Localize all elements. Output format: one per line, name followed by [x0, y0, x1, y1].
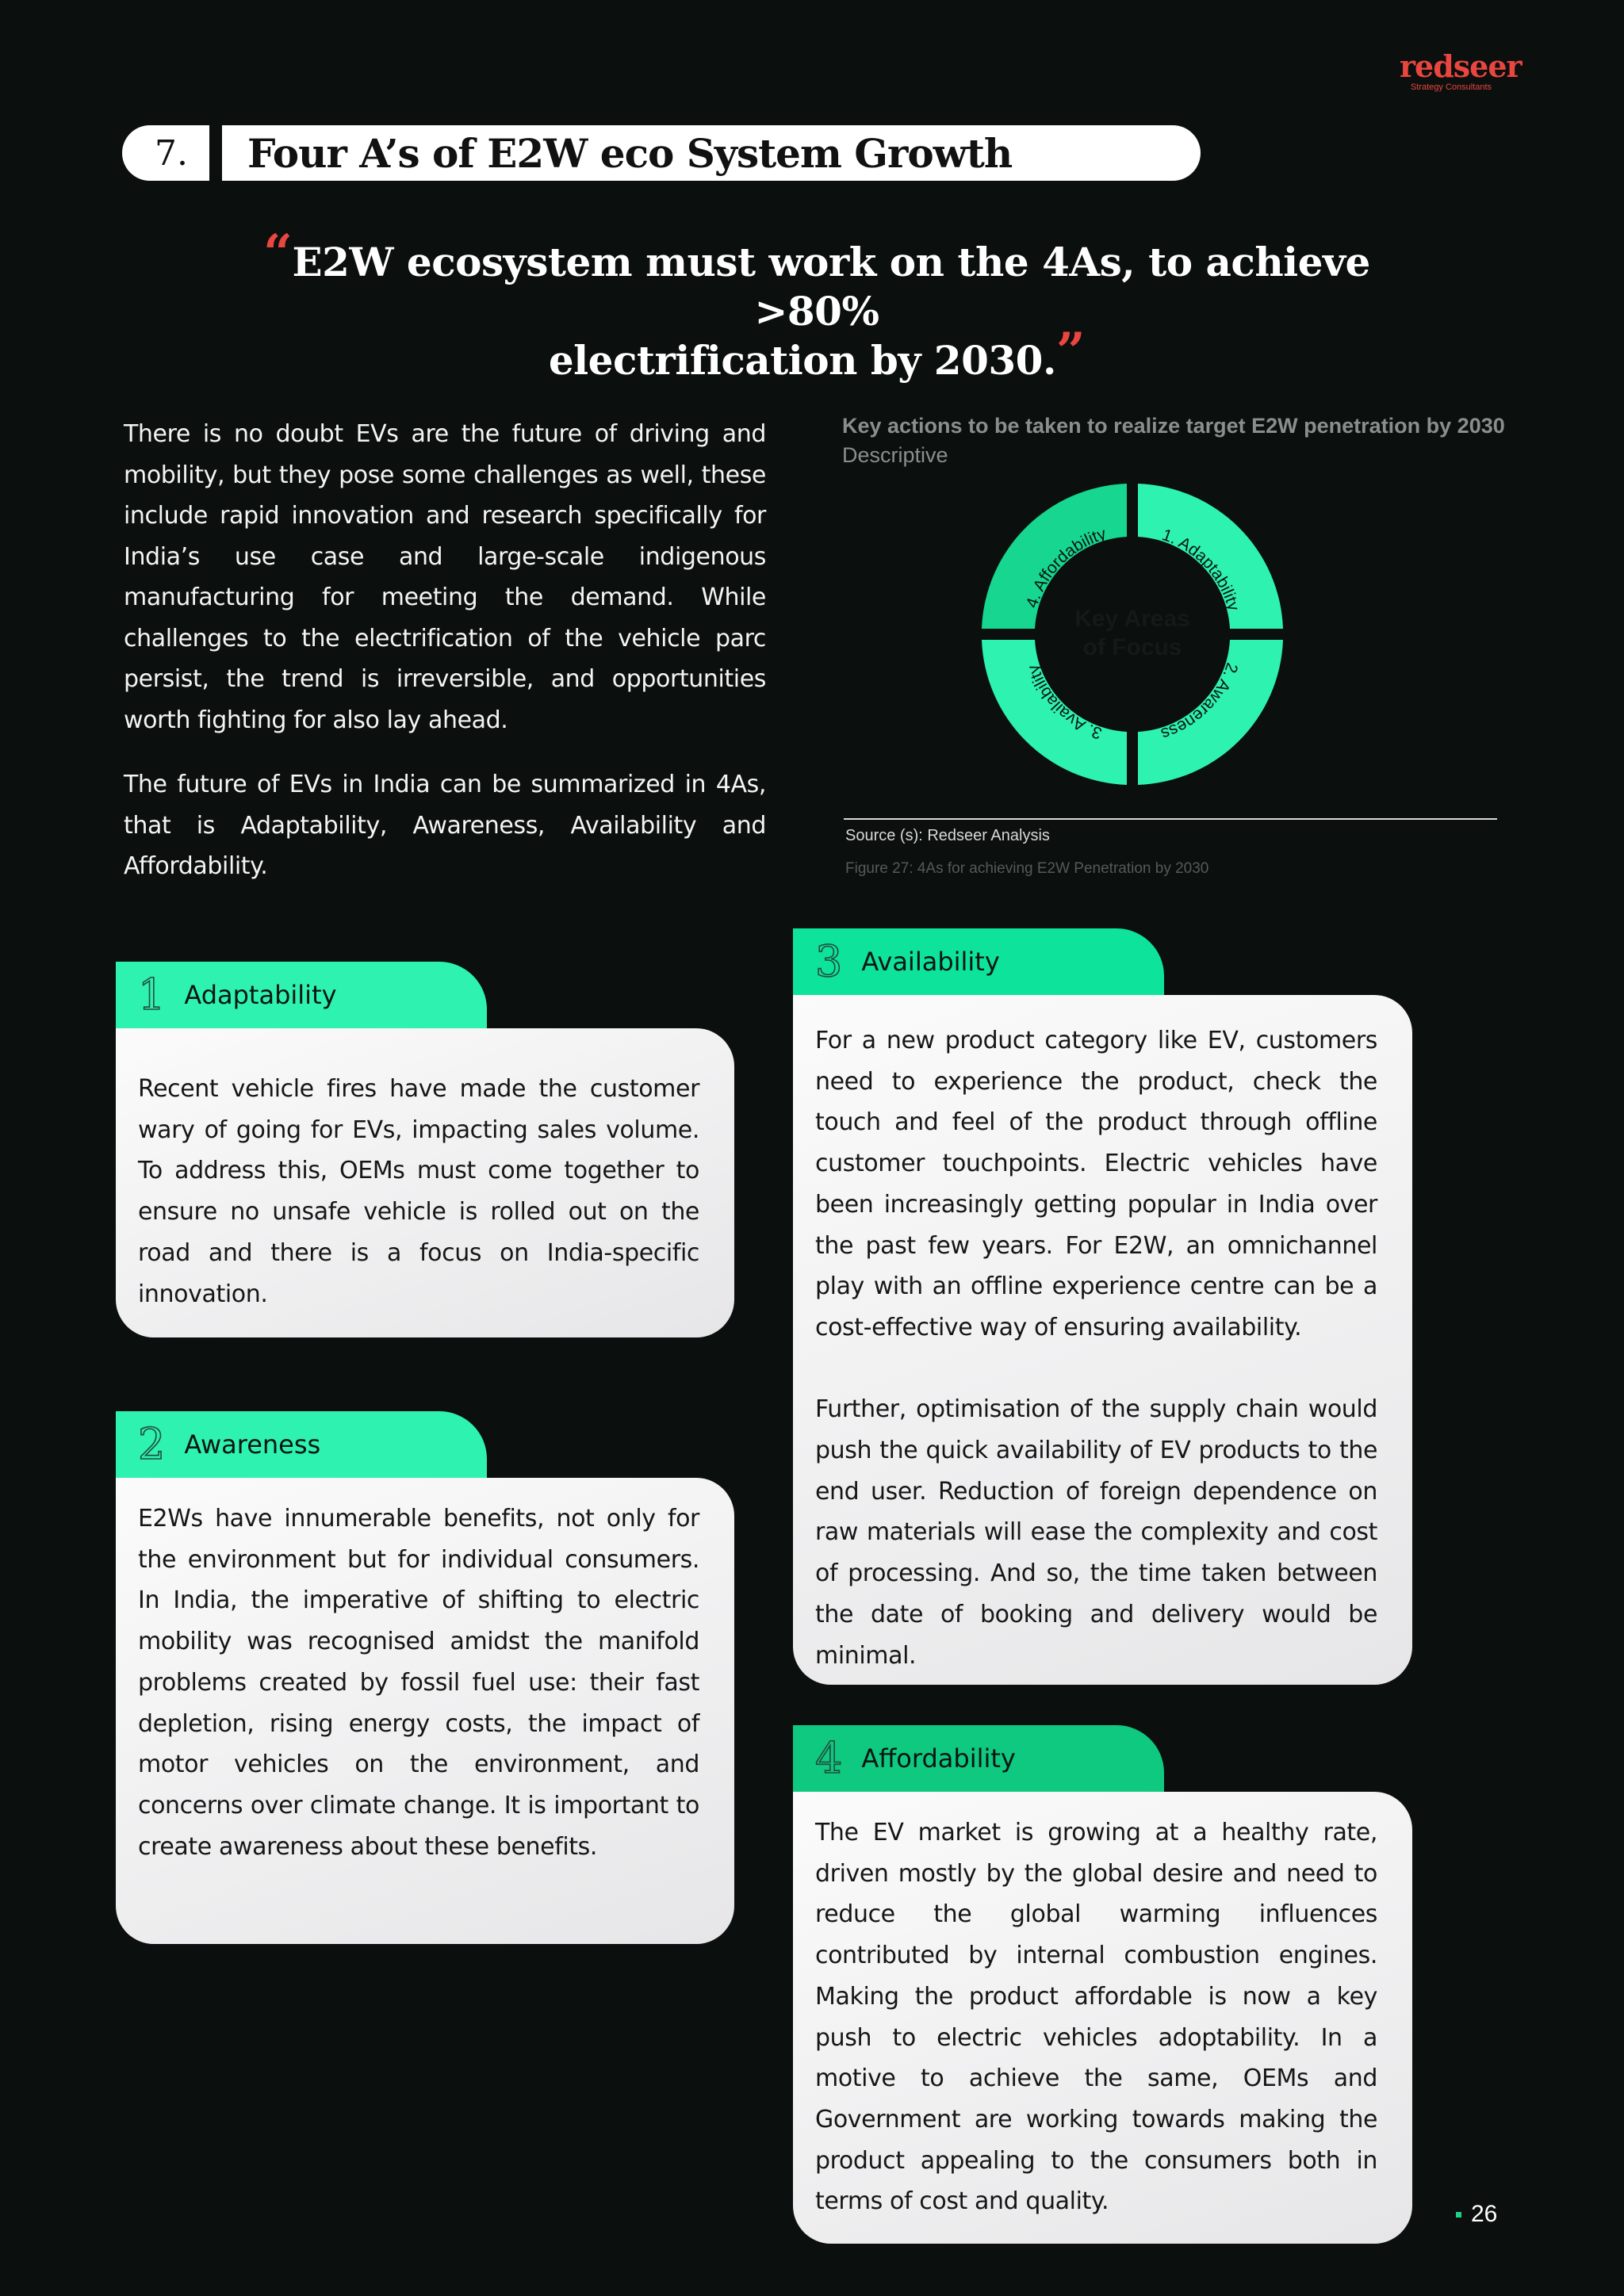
card-tab-affordability	[793, 1725, 1164, 1792]
open-quote-mark: “	[263, 224, 293, 283]
figure-title: Key actions to be taken to realize target E2W penetration by 2030	[842, 414, 1505, 438]
card-body-availability	[793, 995, 1412, 1685]
logo-tagline: Strategy Consultants	[1410, 82, 1492, 92]
intro-paragraph-1: There is no doubt EVs are the future of driving and mobility, but they pose some challenges as well, these include rapid innovation and research specifically for India’s use case and large-scale indigenous manufacturing for meeting the demand. While challenges to the electrification of the vehicle parc persist, the trend is irreversible, and opportunities worth fighting for also lay ahead.	[124, 420, 766, 734]
figure-caption: Figure 27: 4As for achieving E2W Penetration by 2030	[845, 860, 1209, 877]
segment-label-adaptability: 1. Adaptability	[1159, 526, 1243, 613]
intro-text	[124, 414, 766, 911]
page-marker-icon	[1456, 2212, 1461, 2218]
card-number-4: 4	[815, 1733, 843, 1783]
donut-segment-awareness	[1138, 640, 1283, 785]
four-as-donut-diagram	[974, 476, 1291, 793]
card-body-awareness	[116, 1478, 734, 1944]
card-text-availability-2: Further, optimisation of the supply chain would push the quick availability of EV products to the end user. Reduction of foreign dependence on raw materials will ease the complexity and cost of processing. And so, the time taken between the date of booking and delivery would be minimal.	[815, 1395, 1377, 1670]
page-number	[1456, 2201, 1497, 2228]
card-text-awareness: E2Ws have innumerable benefits, not only for the environment but for individual consumers. In India, the imperative of shifting to electric mobility was recognised amidst the manifold problems created by fossil fuel use: their fast depletion, rising energy costs, the impact of motor vehicles on the environment, and concerns over climate change. It is important to create awareness about these benefits.	[138, 1505, 699, 1861]
quote-line-2: electrification by 2030.	[548, 337, 1056, 384]
source-divider	[844, 818, 1497, 820]
card-tab-adaptability	[116, 962, 487, 1028]
card-title-affordability: Affordability	[861, 1743, 1016, 1774]
card-title-availability: Availability	[861, 947, 1000, 977]
figure-source: Source (s): Redseer Analysis	[845, 827, 1050, 844]
segment-label-availability: 3. Availability	[1024, 662, 1105, 743]
card-title-adaptability: Adaptability	[184, 980, 337, 1010]
card-tab-awareness	[116, 1411, 487, 1478]
logo-wordmark: redseer	[1400, 48, 1522, 84]
figure-subtitle: Descriptive	[842, 443, 948, 467]
section-number: 7.	[122, 125, 209, 181]
section-title: Four A’s of E2W eco System Growth	[222, 125, 1201, 181]
card-number-1: 1	[138, 970, 166, 1020]
quote-line-1: E2W ecosystem must work on the 4As, to achieve >80%	[292, 239, 1370, 335]
donut-center-label-line2: of Focus	[1082, 634, 1182, 660]
intro-paragraph-2: The future of EVs in India can be summarized in 4As, that is Adaptability, Awareness, Availability and Affordability.	[124, 771, 766, 880]
card-text-adaptability: Recent vehicle fires have made the customer wary of going for EVs, impacting sales volume. To address this, OEMs must come together to ensure no unsafe vehicle is rolled out on the road and there is a focus on India-specific innovation.	[138, 1075, 699, 1308]
card-title-awareness: Awareness	[184, 1429, 321, 1460]
redseer-logo	[1400, 48, 1522, 92]
card-text-availability-1: For a new product category like EV, customers need to experience the product, check the touch and feel of the product through offline customer touchpoints. Electric vehicles have been increasingly getting popular in India over the past few years. For E2W, an omnichannel play with an offline experience centre can be a cost-effective way of ensuring availability.	[815, 1027, 1377, 1341]
card-text-affordability: The EV market is growing at a healthy rate, driven mostly by the global desire and need to reduce the global warming influences contributed by internal combustion engines. Making the product affordable is now a key push to electric vehicles adoptability. In a motive to achieve the same, OEMs and Government are working towards making the product appealing to the consumers both in terms of cost and quality.	[815, 1819, 1377, 2216]
segment-label-affordability: 4. Affordability	[1022, 524, 1109, 610]
card-body-affordability	[793, 1792, 1412, 2244]
close-quote-mark: ”	[1055, 322, 1086, 381]
page-number-text: 26	[1471, 2201, 1498, 2227]
card-tab-availability	[793, 928, 1164, 995]
card-body-adaptability	[116, 1028, 734, 1337]
pull-quote	[262, 224, 1372, 385]
segment-label-awareness: 2. Awareness	[1159, 660, 1242, 744]
card-number-2: 2	[138, 1419, 166, 1469]
card-number-3: 3	[815, 936, 843, 986]
donut-center-label-line1: Key Areas	[1074, 606, 1190, 632]
